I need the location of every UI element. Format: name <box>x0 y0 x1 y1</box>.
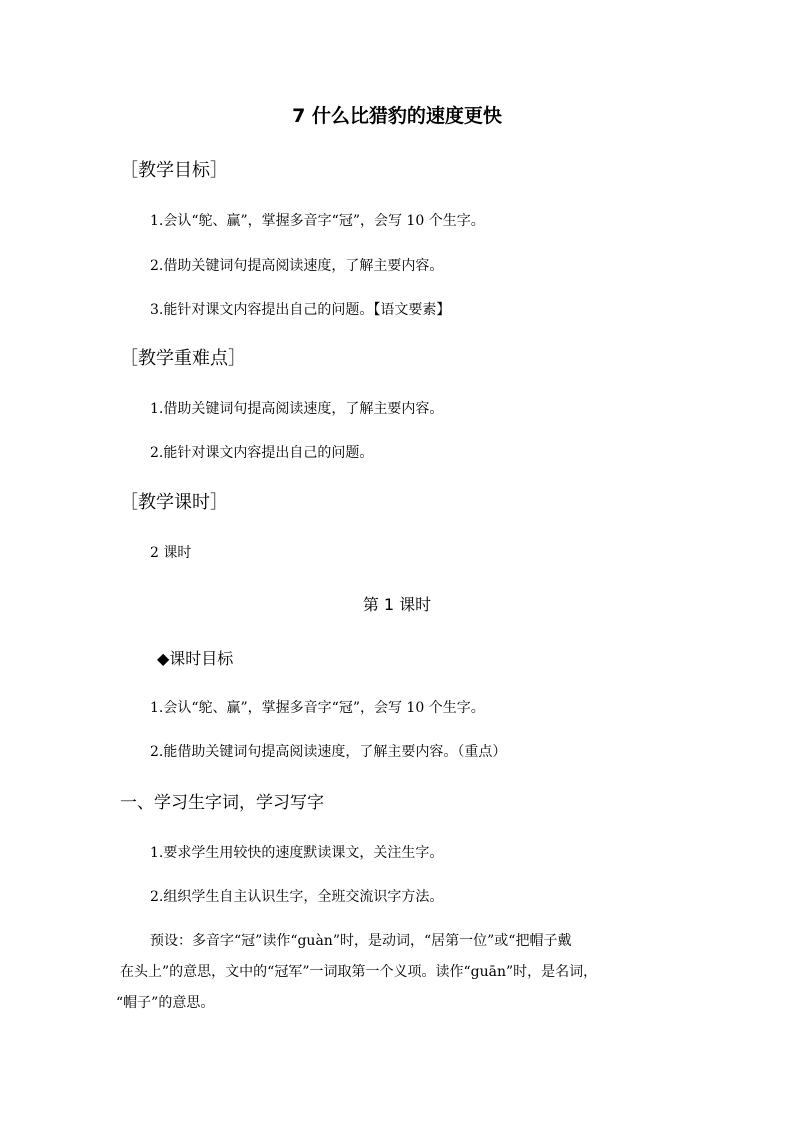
lesson-goal-item-1: 1.会认“鸵、赢”，掌握多音字“冠”，会写 10 个生字。 <box>150 700 485 716</box>
section-heading-goals: ［教学目标］ <box>120 160 228 181</box>
lesson-heading: 第 1 课时 <box>362 595 432 614</box>
page-title: 7 什么比猎豹的速度更快 <box>292 105 502 127</box>
hours-value: 2 课时 <box>150 545 192 561</box>
section-heading-hours: ［教学课时］ <box>120 492 228 513</box>
key-point-item-1: 1.借助关键词句提高阅读速度，了解主要内容。 <box>150 401 444 417</box>
part-item-2: 2.组织学生自主认识生字，全班交流识字方法。 <box>150 889 444 905</box>
preset-line-2: 在头上”的意思，文中的“冠军”一词取第一个义项。读作“guān”时，是名词， <box>120 964 598 980</box>
goal-item-2: 2.借助关键词句提高阅读速度，了解主要内容。 <box>150 258 444 274</box>
preset-line-3: “帽子”的意思。 <box>116 995 215 1011</box>
goal-item-3: 3.能针对课文内容提出自己的问题。【语文要素】 <box>150 302 451 318</box>
key-point-item-2: 2.能针对课文内容提出自己的问题。 <box>150 445 374 461</box>
section-heading-key-points: ［教学重难点］ <box>120 348 246 369</box>
lesson-goal-item-2: 2.能借助关键词句提高阅读速度，了解主要内容。（重点） <box>150 744 507 760</box>
goal-item-1: 1.会认“鸵、赢”，掌握多音字“冠”，会写 10 个生字。 <box>150 213 485 229</box>
part-item-1: 1.要求学生用较快的速度默读课文，关注生字。 <box>150 845 444 861</box>
lesson-goal-heading: ◆课时目标 <box>157 649 234 668</box>
part-heading: 一、学习生字词，学习写字 <box>120 793 324 813</box>
preset-line-1: 预设：多音字“冠”读作“guàn”时，是动词，“居第一位”或“把帽子戴 <box>150 933 572 949</box>
